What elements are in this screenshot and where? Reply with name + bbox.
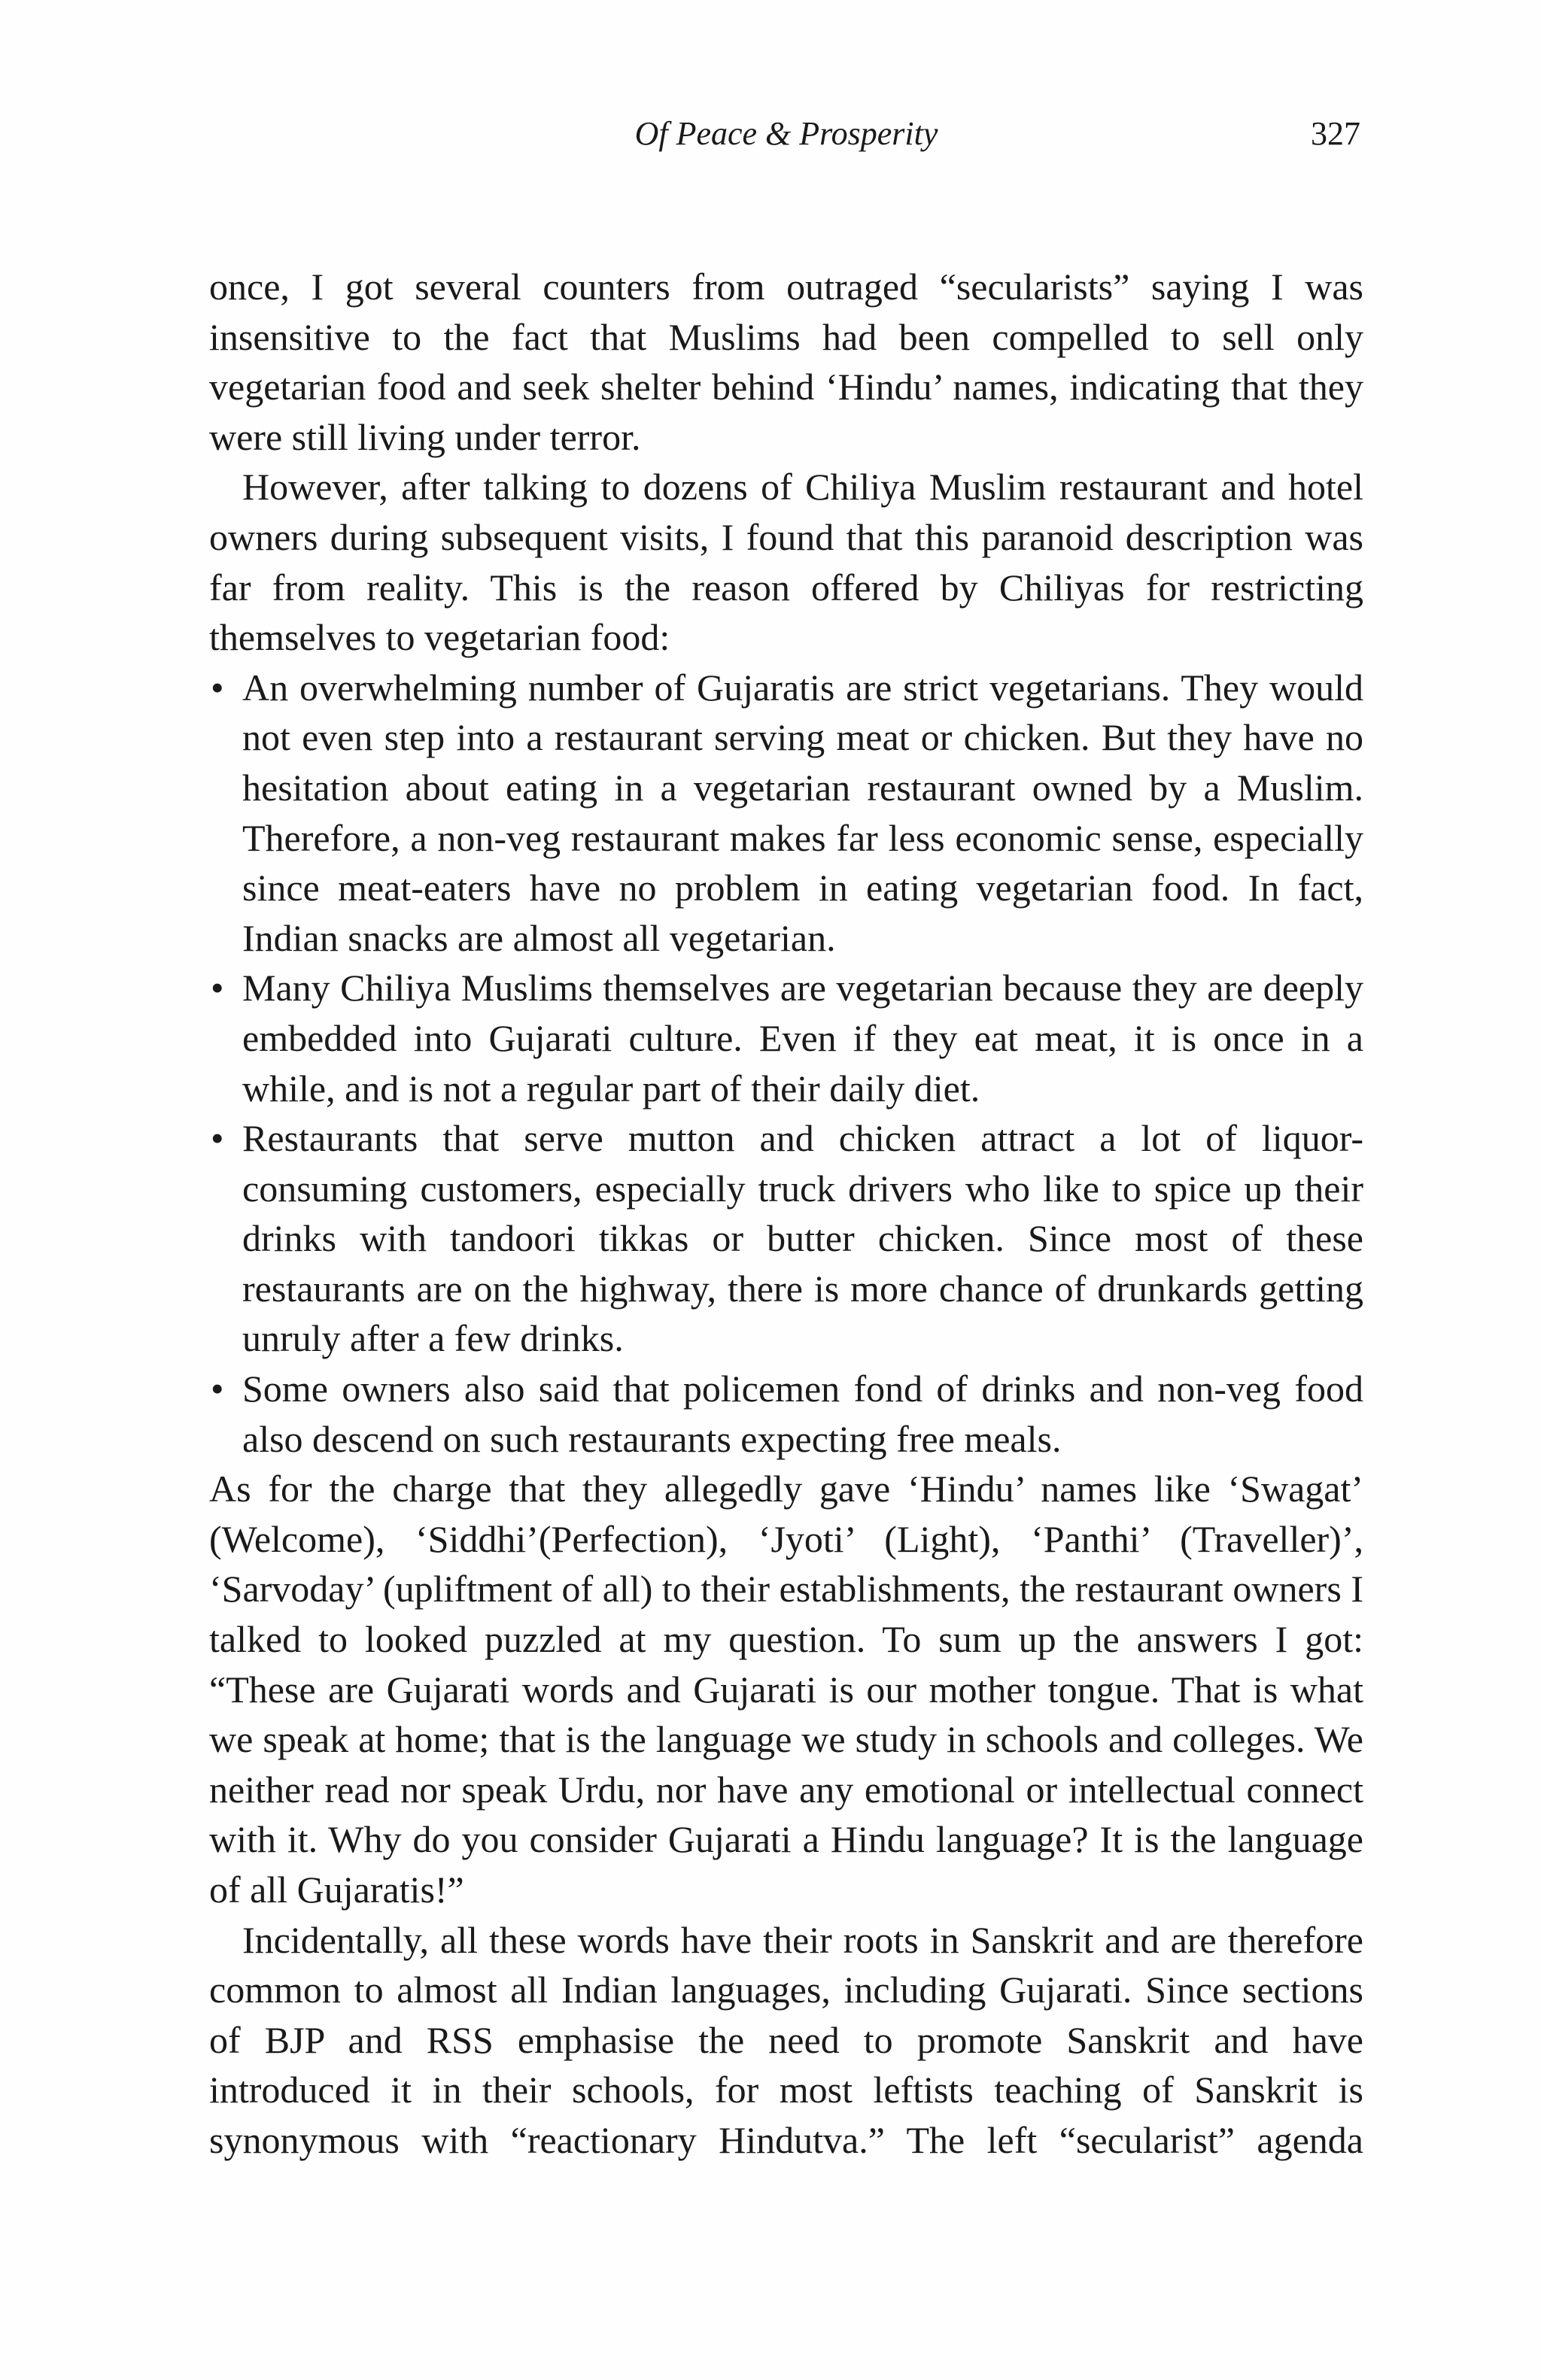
bullet-list (209, 663, 1363, 1465)
bullet-marker: • (211, 967, 224, 1009)
page-number: 327 (1311, 115, 1360, 152)
bullet-marker: • (211, 1368, 224, 1410)
running-header (209, 114, 1363, 159)
paragraph-3: As for the charge that they allegedly gave ‘Hindu’ names like ‘Swagat’ (Welcome), ‘Siddhi’(Perfection), ‘Jyoti’ (Light), ‘Panthi’ (Traveller)’, ‘Sarvoday’ (upliftment of all) to their establishments, the restaurant owners I talked to looked puzzled at my question. To sum up the answers I got: “These are Gujarati words and Gujarati is our mother tongue. That is what we speak at home; that is the language we study in schools and colleges. We neither read nor speak Urdu, nor have any emotional or intellectual connect with it. Why do you consider Gujarati a Hindu language? It is the language of all Gujaratis!” (209, 1468, 1363, 1911)
bullet-marker: • (211, 1117, 224, 1160)
bullet-item (209, 1364, 1363, 1464)
bullet-item (209, 663, 1363, 964)
body-text (209, 262, 1363, 2166)
running-title: Of Peace & Prosperity (634, 115, 938, 152)
paragraph-4: Incidentally, all these words have their roots in Sanskrit and are therefore common to almost all Indian languages, including Gujarati. Since sections of BJP and RSS emphasise the need to promote Sanskrit and have introduced it in their schools, for most leftists teaching of Sanskrit is synonymous with “reactionary Hindutva.” The left “secularist” agenda (209, 1918, 1363, 2161)
bullet-item (209, 1113, 1363, 1364)
bullet-item (209, 963, 1363, 1113)
bullet-text: An overwhelming number of Gujaratis are strict vegetarians. They would not even step into a restaurant serving meat or chicken. But they have no hesitation about eating in a vegetarian restaurant owned by a Muslim. Therefore, a non-veg restaurant makes far less economic sense, especially since meat-eaters have no problem in eating vegetarian food. In fact, Indian snacks are almost all vegetarian. (242, 666, 1363, 959)
bullet-text: Many Chiliya Muslims themselves are vegetarian because they are deeply embedded into Gujarati culture. Even if they eat meat, it is once in a while, and is not a regular part of their daily diet. (242, 967, 1363, 1110)
paragraph-2: However, after talking to dozens of Chiliya Muslim restaurant and hotel owners during subsequent visits, I found that this paranoid description was far from reality. This is the reason offered by Chiliyas for restricting themselves to vegetarian food: (209, 466, 1363, 659)
bullet-marker: • (211, 666, 224, 709)
bullet-text: Some owners also said that policemen fond of drinks and non-veg food also descend on such restaurants expecting free meals. (242, 1368, 1363, 1460)
paragraph-1: once, I got several counters from outraged “secularists” saying I was insensitive to the fact that Muslims had been compelled to sell only vegetarian food and seek shelter behind ‘Hindu’ names, indicating that they were still living under terror. (209, 266, 1363, 458)
bullet-text: Restaurants that serve mutton and chicken attract a lot of liquor-consuming customers, especially truck drivers who like to spice up their drinks with tandoori tikkas or butter chicken. Since most of these restaurants are on the highway, there is more chance of drunkards getting unruly after a few drinks. (242, 1117, 1363, 1360)
